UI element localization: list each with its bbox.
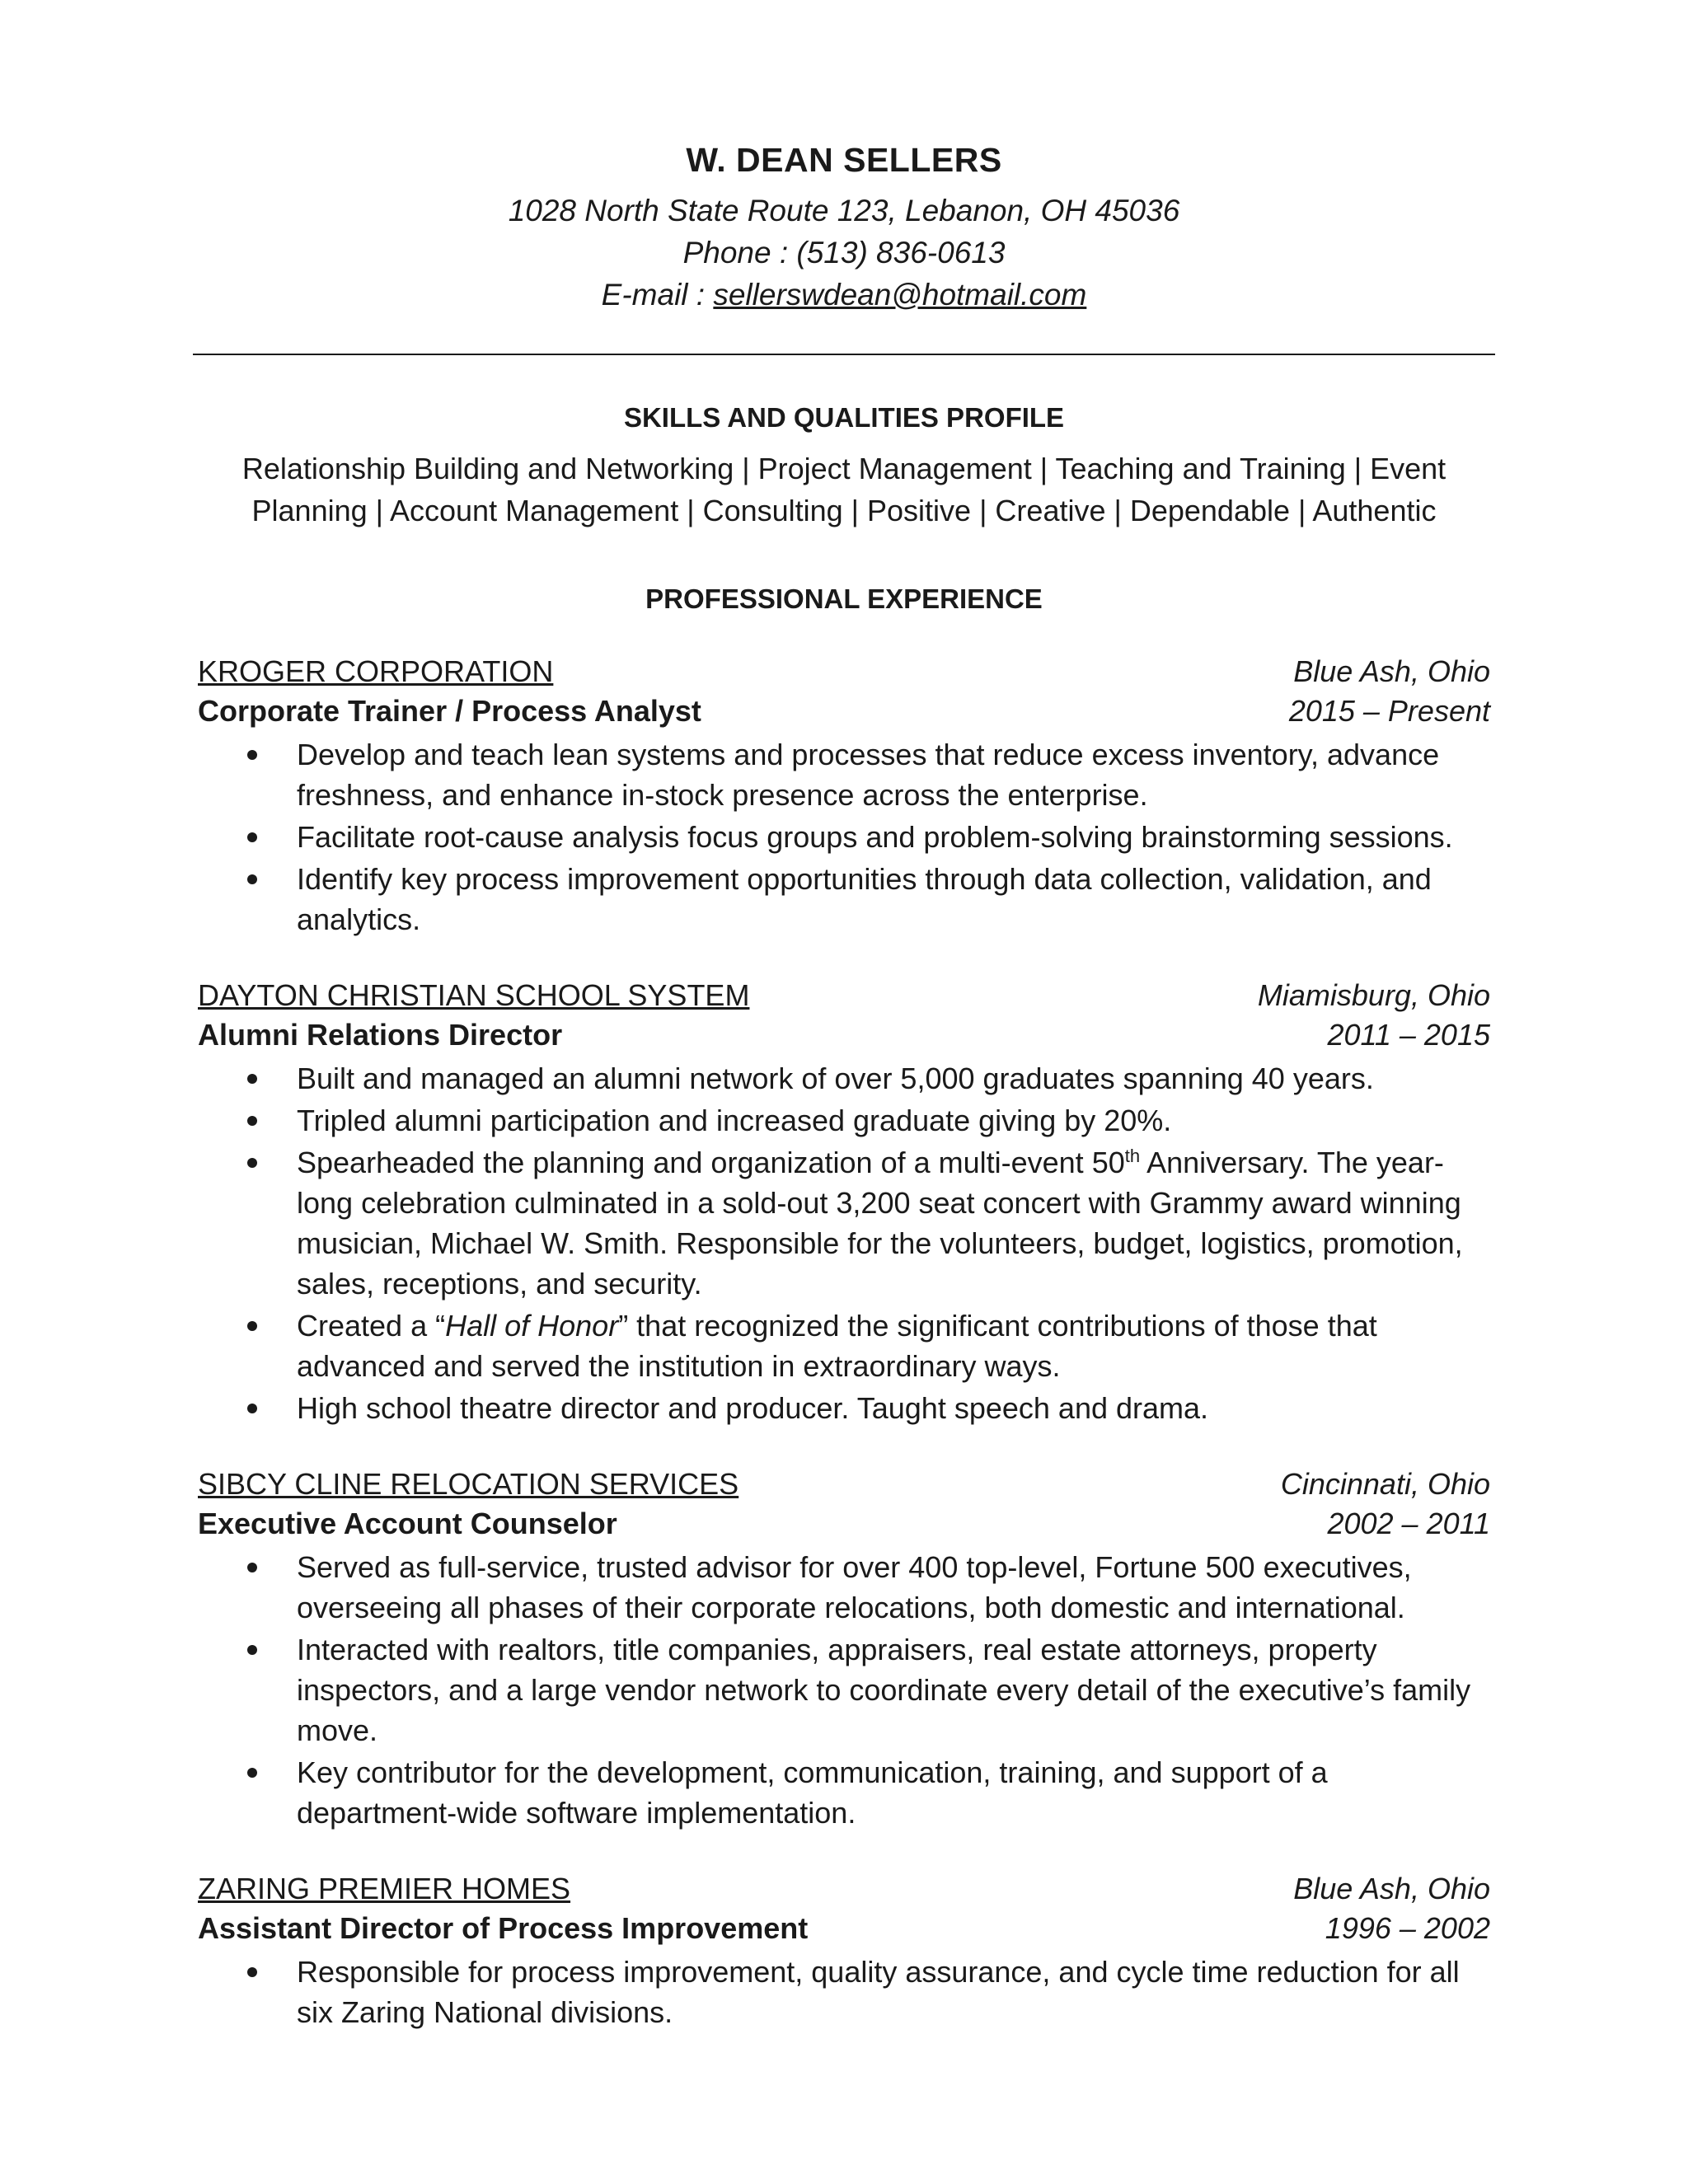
job-location: Blue Ash, Ohio — [1293, 654, 1490, 688]
address: 1028 North State Route 123, Lebanon, OH 45036 — [508, 194, 1180, 227]
job-role-row — [198, 691, 1490, 731]
job-dates: 2015 – Present — [1288, 694, 1490, 728]
job-bullets — [198, 1952, 1490, 2032]
job-role: Alumni Relations Director — [198, 1018, 563, 1052]
job-bullet: Created a “Hall of Honor” that recognized the significant contributions of those that advanced and served the institution in extraordinary ways. — [297, 1305, 1490, 1386]
job-dates: 2011 – 2015 — [1327, 1018, 1490, 1052]
email-line — [198, 274, 1490, 316]
job-location: Cincinnati, Ohio — [1280, 1467, 1490, 1501]
phone-number: (513) 836-0613 — [796, 236, 1006, 269]
job-bullet: Interacted with realtors, title companies, appraisers, real estate attorneys, property inspectors, and a large vendor network to coordinate every detail of the executive’s family move. — [297, 1629, 1490, 1750]
job-bullet: Key contributor for the development, communication, training, and support of a department-wide software implementation. — [297, 1752, 1490, 1833]
job-role: Executive Account Counselor — [198, 1507, 617, 1540]
job-bullet: Identify key process improvement opportunities through data collection, validation, and analytics. — [297, 859, 1490, 940]
email-link[interactable]: sellerswdean@hotmail.com — [713, 278, 1087, 312]
job-company: ZARING PREMIER HOMES — [198, 1872, 571, 1905]
phone-label: Phone : — [682, 236, 797, 269]
job-location: Miamisburg, Ohio — [1257, 978, 1490, 1012]
experience-section-title: PROFESSIONAL EXPERIENCE — [645, 583, 1043, 614]
job-bullet: Facilitate root-cause analysis focus groups and problem-solving brainstorming sessions. — [297, 817, 1490, 857]
candidate-name: W. DEAN SELLERS — [686, 141, 1002, 179]
job-dates: 1996 – 2002 — [1325, 1911, 1490, 1945]
job-bullets — [198, 1547, 1490, 1833]
job-entry-sibcy-cline — [198, 1465, 1490, 1833]
header-divider — [193, 354, 1495, 355]
job-location: Blue Ash, Ohio — [1293, 1872, 1490, 1905]
job-bullet: Served as full-service, trusted advisor for over 400 top-level, Fortune 500 executives, overseeing all phases of their corporate relocations, both domestic and international. — [297, 1547, 1490, 1628]
job-role: Assistant Director of Process Improvement — [198, 1911, 809, 1945]
job-entry-dayton-christian — [198, 976, 1490, 1428]
skills-section-title: SKILLS AND QUALITIES PROFILE — [623, 402, 1065, 433]
job-company-row — [198, 1869, 1490, 1909]
job-bullet: Built and managed an alumni network of over 5,000 graduates spanning 40 years. — [297, 1058, 1490, 1099]
job-company-row — [198, 652, 1490, 691]
job-bullets — [198, 734, 1490, 940]
job-role-row — [198, 1015, 1490, 1055]
job-bullet: Tripled alumni participation and increased graduate giving by 20%. — [297, 1100, 1490, 1141]
job-company: SIBCY CLINE RELOCATION SERVICES — [198, 1467, 739, 1501]
job-entry-kroger — [198, 652, 1490, 940]
job-company: KROGER CORPORATION — [198, 654, 554, 688]
resume-header — [198, 138, 1490, 316]
job-bullet: Spearheaded the planning and organization of a multi-event 50th Anniversary. The year-long celebration culminated in a sold-out 3,200 seat concert with Grammy award winning musician, Michael W. Smith. Responsible for the volunteers, budget, logistics, promotion, sales, receptions, and security. — [297, 1142, 1490, 1304]
job-bullet: Responsible for process improvement, quality assurance, and cycle time reduction for all six Zaring National divisions. — [297, 1952, 1490, 2032]
skills-text: Relationship Building and Networking | Project Management | Teaching and Training | Event Planning | Account Management | Consulting | Positive | Creative | Dependable | Authentic — [241, 452, 1447, 527]
job-bullet: Develop and teach lean systems and processes that reduce excess inventory, advance freshness, and enhance in-stock presence across the enterprise. — [297, 734, 1490, 815]
job-company-row — [198, 976, 1490, 1015]
job-bullet: High school theatre director and producer. Taught speech and drama. — [297, 1388, 1490, 1428]
job-role: Corporate Trainer / Process Analyst — [198, 694, 701, 728]
job-company-row — [198, 1465, 1490, 1504]
job-company: DAYTON CHRISTIAN SCHOOL SYSTEM — [198, 978, 750, 1012]
email-label: E-mail : — [601, 278, 714, 312]
job-bullets — [198, 1058, 1490, 1428]
job-role-row — [198, 1909, 1490, 1948]
job-role-row — [198, 1504, 1490, 1544]
job-dates: 2002 – 2011 — [1327, 1507, 1490, 1540]
phone-line — [198, 232, 1490, 274]
job-entry-zaring — [198, 1869, 1490, 2032]
